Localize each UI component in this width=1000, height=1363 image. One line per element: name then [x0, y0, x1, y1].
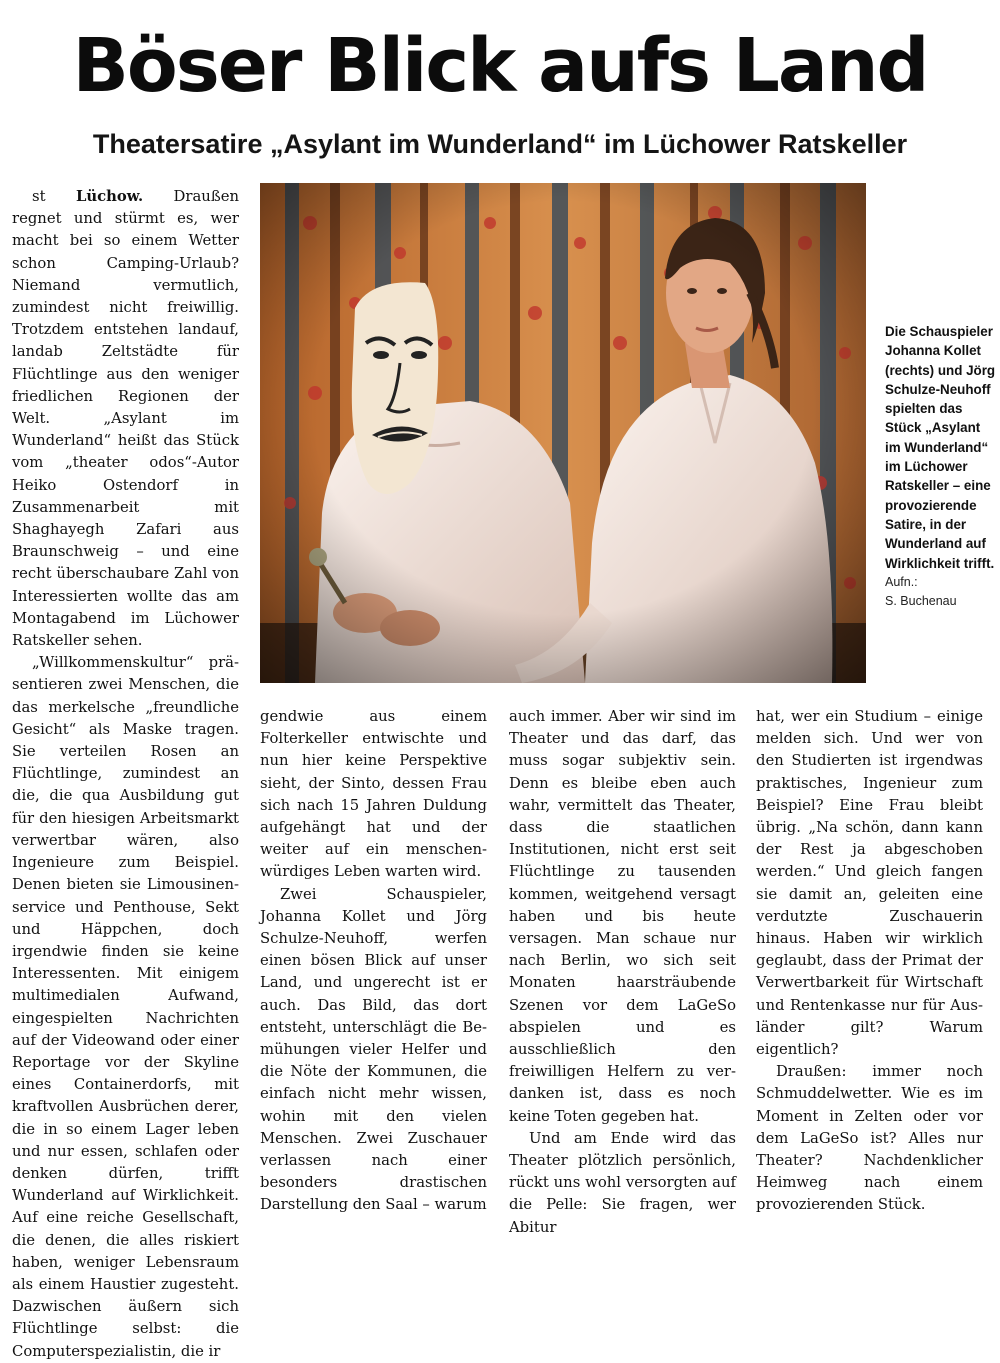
article-column-3: [509, 706, 736, 1239]
paragraph-1-text: Draußen regnet und stürmt es, wer macht bei so einem Wetter schon Camping-Urlaub? Niemand vermutlich, zumindest nicht freiwillig. Trotzdem entstehen landauf, landab Zeltstädte für Flüchtlinge aus den weniger friedlichen Regionen der Welt. „Asylant im Wunderland“ heißt das Stück vom „theater odos“-Autor Heiko Ostendorf in Zusammenarbeit mit Shaghayegh Zafari aus Braunschweig – und eine recht überschaubare Zahl von Interessierten wollte das am Montagabend im Lüchower Ratskeller sehen.: [12, 188, 239, 650]
byline: st: [32, 188, 46, 205]
photo-credit-prefix: Aufn.:: [885, 574, 918, 589]
caption-text: Die Schauspieler Johanna Kollet (rechts) und Jörg Schulze-Neuhoff spielten das Stück „Asylant im Wunderland“ im Lüchower Ratskeller – eine provozierende Satire, in der Wunderland auf Wirklichkeit trifft.: [885, 324, 996, 571]
paragraph-4-continued: hat, wer ein Studium – einige melden sich. Und wer von den Studierten ist irgendwas praktisches, Ingenieur zum Beispiel? Eine Frau bleibt übrig. „Na schön, dann kann der Rest ja abgeschoben werden.“ Und gleich fangen sie damit an, geleiten eine verdutzte Zuschauerin hinaus. Haben wir wirklich geglaubt, dass der Primat der Verwertbarkeit für Wirtschaft und Rentenkasse nur für Ausländer gilt? Warum eigentlich?: [756, 708, 983, 1059]
subheadline: Theatersatire „Asylant im Wunderland“ im Lüchower Ratskeller: [92, 129, 908, 159]
headline: Böser Blick aufs Land: [72, 23, 928, 109]
stage-photo: [260, 183, 866, 683]
article-column-1: [12, 186, 239, 1363]
paragraph-2-continued: gendwie aus einem Folterkeller entwischte und nun hier keine Perspektive sieht, der Sinto, dessen Frau sich nach 15 Jahren Duldung aufgehängt hat und der weiter auf ein menschenwürdiges Leben warten wird.: [260, 708, 487, 881]
photo-caption: [885, 322, 997, 611]
paragraph-3-continued: auch immer. Aber wir sind im Theater und das darf, das muss sogar subjektiv sein. Denn es bleibe eben auch wahr, vermittelt das Theater, dass die staatlichen Institutionen, nicht erst seit Flüchtlinge zu tausenden kommen, weitgehend versagt haben und bis heute versagen. Man schaue nur nach Berlin, wo sich seit Monaten haarsträubende Szenen vor dem LaGeSo abspielen und es ausschließlich den freiwilligen Helfern zu verdanken ist, dass es noch keine Toten gegeben hat.: [509, 708, 736, 1125]
paragraph-1: [12, 186, 239, 652]
stage-photo-illustration: [260, 183, 866, 683]
paragraph-4: Und am Ende wird das Theater plötzlich persönlich, rückt uns wohl versorgten auf die Pelle: Sie fragen, wer Abitur: [509, 1129, 736, 1236]
photo-credit-name: S. Buchenau: [885, 594, 957, 609]
paragraph-5: Draußen: immer noch Schmuddelwetter. Wie es im Moment in Zelten oder vor dem LaGeSo ist? Alles nur Theater? Nachdenklicher Heimweg nach einem provozierenden Stück.: [756, 1063, 983, 1214]
article-column-4: [756, 706, 983, 1217]
dateline-location: Lüchow.: [75, 188, 144, 205]
paragraph-3: Zwei Schauspieler, Johanna Kollet und Jörg Schulze-Neuhoff, werfen einen bösen Blick auf unser Land, und ungerecht ist er auch. Das Bild, das dort entsteht, unterschlägt die Bemühungen vieler Helfer und die Nöte der Kommunen, die einfach nicht mehr wissen, wohin mit den vielen Menschen. Zwei Zuschauer verlassen nach einer besonders drastischen Darstellung den Saal – warum: [260, 885, 487, 1214]
article-column-2: [260, 706, 487, 1217]
paragraph-2: „Willkommenskultur“ präsentieren zwei Menschen, die das merkelsche „freundliche Gesicht“ als Maske tragen. Sie verteilen Rosen an Flüchtlinge, zumindest an die, die qua Ausbildung gut für den hiesigen Arbeitsmarkt verwertbar wären, also Ingenieure zum Beispiel. Denen bieten sie Limousinenservice und Penthouse, Sekt und Häppchen, doch irgendwie finden sie keine Interessenten. Mit einigem multimedialen Aufwand, eingespielten Nachrichten auf der Videowand oder einer Reportage vor der Skyline eines Containerdorfs, mit kraftvollen Ausbrüchen derer, die in so einem Lager leben und nur essen, schlafen oder denken dürfen, trifft Wunderland auf Wirklichkeit. Auf eine reiche Gesellschaft, die denen, die alles riskiert haben, weniger Lebensraum als einem Haustier zugesteht. Dazwischen äußern sich Flüchtlinge selbst: die Computerspezialistin, die ir: [12, 654, 239, 1360]
